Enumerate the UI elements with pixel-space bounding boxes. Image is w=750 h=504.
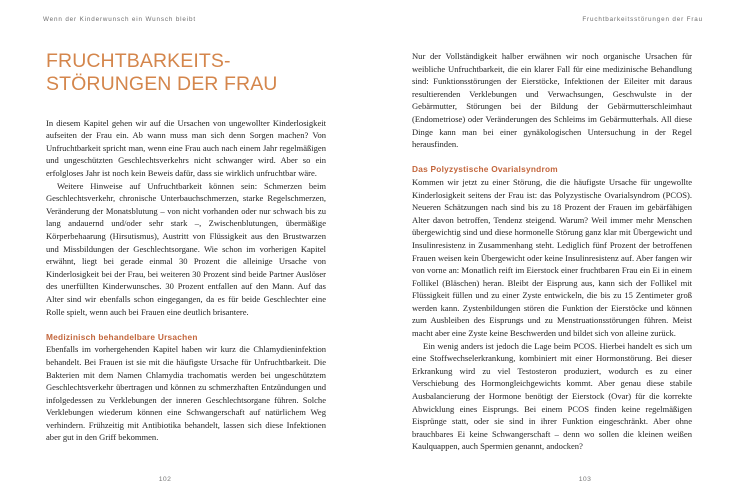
paragraph: Nur der Vollständigkeit halber erwähnen wir noch organische Ursachen für weibliche Unfruchtbarkeit, die ein klarer Fall für eine medizinische Behandlung sind: Funktionsstörungen der Eierstöcke, Infektionen der Eileiter mit daraus resultierenden Verklebungen und Verwachsungen, Geschwulste in der Gebärmutter, Störungen bei der Bildung der Gebärmutterschleimhaut (Endometriose) oder Veränderungen des Schleims im Gebärmutterhals. All diese Dinge kann man bei einer gynäkologischen Untersuchung in der Regel herausfinden. (412, 51, 692, 150)
running-head-recto: Fruchtbarkeitsstörungen der Frau (582, 16, 703, 23)
page-title: FRUCHTBARKEITS- STÖRUNGEN DER FRAU (46, 50, 278, 95)
section-subheading: Das Polyzystische Ovarialsyndrom (412, 164, 558, 175)
paragraph: Kommen wir jetzt zu einer Störung, die die häufigste Ursache für ungewollte Kinderlosigkeit seitens der Frau ist: das Polyzystische Ovarialsyndrom (PCOS). Neueren Schätzungen nach sind bis zu 18 Prozent der Frauen im gebärfähigen Alter davon betroffen, Tendenz steigend. Warum? Weil immer mehr Menschen übergewichtig sind und diese hormonelle Störung ganz klar mit Übergewicht und Insulinresistenz in Zusammenhang steht. Lediglich fünf Prozent der betroffenen Frauen weisen kein Übergewicht oder keine Insulinresistenz auf. Aber fangen wir von vorne an: Monatlich reift im Eierstock einer fruchtbaren Frau ein Ei in einem Follikel (Bläschen) heran. Bleibt der Eisprung aus, kann sich der Follikel mit Flüssigkeit füllen und zu einer Zyste entwickeln, die bis zu 15 Zentimeter groß werden kann. Zystenbildungen stören die Funktion der Eierstöcke und können zum Ausbleiben des Eisprungs und zu Menstruationsstörungen führen. Meist macht aber eine Zyste keine Beschwerden und bildet sich von alleine zurück. (412, 176, 692, 339)
right-page-text-column (412, 50, 692, 453)
paragraph: Ein wenig anders ist jedoch die Lage beim PCOS. Hierbei handelt es sich um eine Stoffwechselerkrankung, kombiniert mit einer Hormonstörung. Bei dieser Erkrankung wird zu viel Testosteron produziert, wodurch es zu einer Verschiebung des Hormongleichgewichts kommt. Aber genau diese stabile Ausbalancierung der Hormone benötigt der Eierstock (Ovar) für die korrekte Abwicklung eines Eisprungs. Bei einem PCOS finden keine regelmäßigen Eisprünge statt, oder sie sind in ihrer Funktion eingeschränkt. Aber ohne brauchbares Ei keine Schwangerschaft – denn wo sollen die kleinen weißen Kaulquappen, auch Spermien genannt, andocken? (412, 340, 692, 452)
folio-right: 103 (578, 476, 592, 483)
section-subheading: Medizinisch behandelbare Ursachen (46, 331, 198, 342)
paragraph: In diesem Kapitel gehen wir auf die Ursachen von ungewollter Kinderlosigkeit aufseiten der Frau ein. Ab wann muss man sich denn Sorgen machen? Von Unfruchtbarkeit spricht man, wenn eine Frau auch nach einem Jahr regelmäßigen und ungeschützten Geschlechtsverkehrs nicht schwanger wird. Aber so ein erfolgloses Jahr ist noch kein Beweis dafür, dass sie wirklich unfruchtbar wäre. (46, 117, 326, 178)
folio-left: 102 (158, 476, 172, 483)
running-head-verso: Wenn der Kinderwunsch ein Wunsch bleibt (43, 16, 196, 23)
paragraph: Ebenfalls im vorhergehenden Kapitel haben wir kurz die Chlamydieninfektion behandelt. Bei Frauen ist sie mit die häufigste Ursache für Unfruchtbarkeit. Die Bakterien mit dem Namen Chlamydia trachomatis werden bei ungeschütztem Geschlechtsverkehr übertragen und können zu schmerzhaften Entzündungen und infolgedessen zu Verklebungen der inneren Geschlechtsorgane führen. Solche Verklebungen wiederum können eine Schwangerschaft auf natürlichem Weg verhindern. Frühzeitig mit Antibiotika behandelt, lassen sich diese Infektionen aber gut in den Griff bekommen. (46, 344, 326, 443)
paragraph: Weitere Hinweise auf Unfruchtbarkeit können sein: Schmerzen beim Geschlechtsverkehr, chronische Unterbauchschmerzen, starke Regelschmerzen, Veränderung der Monatsblutung – von nicht vorhanden oder nur schwach bis zu lang andauernd und/oder sehr stark –, Zwischenblutungen, übermäßige Körperbehaarung (Hirsutismus), Austritt von Flüssigkeit aus den Brustwarzen und Missbildungen der Geschlechtsorgane. Wie schon im vorherigen Kapitel erwähnt, liegt bei gerade einmal 30 Prozent die alleinige Ursache von Kinderlosigkeit bei der Frau, bei weiteren 30 Prozent sind beide Partner Auslöser des unerfüllten Kinderwunsches. 30 Prozent entfallen auf den Mann. Auf das Alter sind wir ebenfalls schon eingegangen, da es für beide Geschlechter eine Rolle spielt, wenn auch bei Frauen eine deutlich brisantere. (46, 180, 326, 317)
left-page-text-column (46, 50, 326, 444)
